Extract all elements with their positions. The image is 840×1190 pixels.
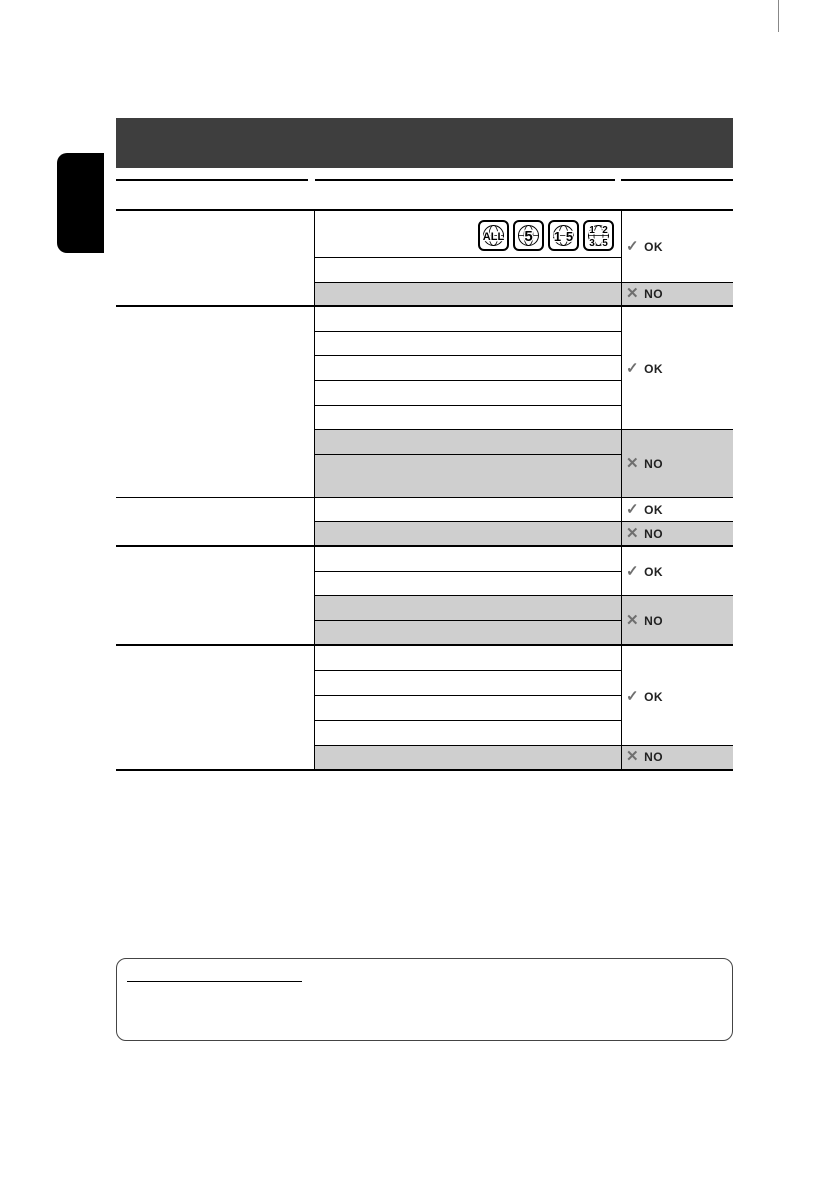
row-divider [315,695,621,696]
region-5-icon [513,220,544,251]
region-1-5-icon [548,220,579,251]
section-header-bar [116,118,733,168]
row-divider [315,405,621,406]
region-code-text: 2 [602,225,608,236]
ok-badge: ✓ OK [626,563,664,580]
check-icon: ✓ [626,501,640,518]
group-divider [116,545,733,547]
check-icon: ✓ [626,563,640,580]
language-tab [57,153,104,253]
column-divider [314,211,315,770]
row-divider [315,720,621,721]
cross-icon: ✕ [626,525,640,542]
column-header-rule [116,179,308,181]
crop-mark [778,0,779,32]
column-header-rule [315,179,615,181]
cross-icon: ✕ [626,612,640,629]
ok-badge: ✓ OK [626,501,664,518]
check-icon: ✓ [626,688,640,705]
table-row [315,596,621,620]
table-row [315,746,621,769]
group-divider [116,497,733,498]
no-badge: ✕ NO [626,748,664,765]
check-icon: ✓ [626,238,640,255]
table-row [315,621,621,644]
region-code-text: 3 [589,238,595,249]
note-box [116,958,733,1041]
region-multi-icon [583,220,614,251]
row-divider [315,355,621,356]
column-header-rule [621,179,733,181]
table-row [315,455,621,497]
region-all-icon [478,220,509,251]
no-badge: ✕ NO [626,455,664,472]
note-title-underline [127,981,302,982]
table-row [315,283,621,305]
cross-icon: ✕ [626,455,640,472]
row-divider [315,380,621,381]
row-divider [315,331,621,332]
group-divider [116,305,733,307]
cross-icon: ✕ [626,748,640,765]
table-bottom-rule [116,769,733,771]
region-code-text: 1 [553,229,562,244]
check-icon: ✓ [626,360,640,377]
region-code-icons [478,220,614,251]
region-code-text: 5 [524,228,533,245]
ok-badge: ✓ OK [626,238,664,255]
row-divider [315,571,621,572]
table-row [315,258,621,282]
region-code-text: 1 [589,225,595,236]
row-divider [315,670,621,671]
ok-badge: ✓ OK [626,360,664,377]
table-row [315,522,621,545]
cross-icon: ✕ [626,285,640,302]
table-row [315,430,621,454]
ok-badge: ✓ OK [626,688,664,705]
no-badge: ✕ NO [626,612,664,629]
region-code-text: 5 [565,229,574,244]
no-badge: ✕ NO [626,285,664,302]
no-badge: ✕ NO [626,525,664,542]
region-code-text: ALL [482,231,505,243]
region-code-text: 5 [602,238,608,249]
column-divider [621,211,622,770]
group-divider [116,644,733,646]
